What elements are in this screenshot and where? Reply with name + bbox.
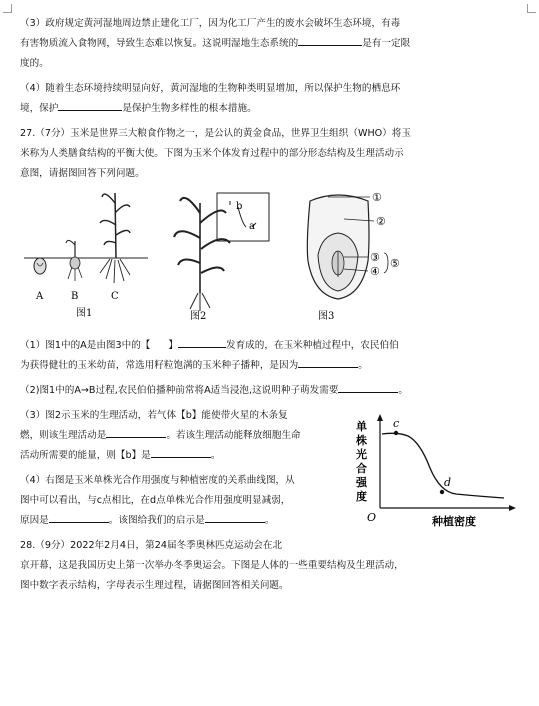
curve [382,433,504,498]
q27-4-line2: 图中可以看出，与c点相比，在d点单株光合作用强度明显减弱， [20,495,291,506]
label-5: ⑤ [390,257,400,270]
label-2: ② [376,215,386,228]
answer-blank[interactable] [106,426,166,438]
q27-intro-line1: 27.（7分）玉米是世界三大粮食作物之一，是公认的黄金食品，世界卫生组织（WHO）将玉 [20,128,411,139]
figure-2-corn-plant [160,183,275,323]
q28-line1: 28.（9分）2022年2月4日，第24届冬季奥林匹克运动会在北 [20,540,283,551]
answer-blank[interactable] [205,511,265,523]
point-c [394,431,398,435]
q28-line2: 京开幕，这是我国历史上第一次举办冬季奥运会。下图是人体的一些重要结构及生理活动， [20,560,404,571]
svg-text:株: 株 [356,434,367,447]
origin-label: O [367,511,377,524]
page-corner-mark-right [527,4,536,13]
q27-2-line1: （2)图1中的A→B过程,农民伯伯播种前常将A适当浸泡,这说明种子萌发需要 。 [20,381,521,401]
q27-3-line1: （3）图2示玉米的生理活动，若气体【b】能使带火星的木条复 [20,410,288,421]
answer-blank[interactable] [151,446,211,458]
q26-3-line3: 度的。 [20,58,49,69]
svg-text:度: 度 [356,490,367,503]
svg-text:单: 单 [356,420,367,433]
svg-text:光: 光 [356,448,367,461]
label-b-gas: b [236,201,243,212]
label-c: C [111,291,119,302]
q26-4-line2: 境，保护 是保护生物多样性的根本措施。 [20,99,521,119]
q27-1-line2: 为获得健壮的玉米幼苗，常选用籽粒饱满的玉米种子播种，是因为 。 [20,356,521,376]
q27-3-line2: 燃，则该生理活动是 。若该生理活动能释放细胞生命 [20,426,339,446]
q26-3-line2: 有害物质流入食物网，导致生态难以恢复。这说明湿地生态系统的 是有一定限 [20,34,521,54]
answer-blank[interactable] [338,381,398,393]
answer-bracket-blank[interactable] [150,337,168,348]
q27-4-line3: 原因是 。该图给我们的启示是 。 [20,511,339,531]
point-d [440,490,444,494]
answer-blank[interactable] [298,356,358,368]
label-a-gas: a [249,221,255,232]
q27-4-line1: （4）右图是玉米单株光合作用强度与种植密度的关系曲线图，从 [20,475,295,486]
page-corner-mark-left [3,4,12,13]
q28-line3: 图中数字表示结构，字母表示生理过程，请据图回答相关问题。 [20,580,289,591]
y-axis-label [355,419,368,503]
answer-blank[interactable] [298,34,362,46]
figure-2-label: 图2 [190,311,207,322]
answer-blank[interactable] [178,336,226,348]
q26-3-line1: （3）政府规定黄河湿地周边禁止建化工厂，因为化工厂产生的废水会破坏生态环境，有毒 [20,18,401,29]
figure-1-label: 图1 [76,308,93,319]
q26-4-line1: （4）随着生态环境持续明显向好，黄河湿地的生物种类明显增加，所以保护生物的栖息环 [20,83,401,94]
q27-3-line3: 活动所需要的能量，则【b】是 。 [20,446,339,466]
label-4: ④ [370,265,380,278]
figure-3-label: 图3 [318,311,335,322]
q27-1-line1: （1）图1中的A是由图3中的【 】 发育成的，在玉米种植过程中，农民伯伯 [20,336,521,356]
label-a: A [36,291,44,302]
gas-exchange-box [217,193,269,241]
answer-blank[interactable] [49,511,109,523]
label-b: B [71,291,79,302]
figure-3-corn-seed-section [288,183,408,323]
svg-text:合: 合 [356,462,367,475]
svg-text:强: 强 [356,476,367,489]
answer-blank[interactable] [58,99,122,111]
density-photosynthesis-graph [352,412,522,532]
svg-text:c: c [393,417,400,430]
label-1: ① [372,191,382,204]
q27-intro-line2: 米称为人类膳食结构的平衡大使。下图为玉米个体发育过程中的部分形态结构及生理活动示 [20,148,404,159]
figure-1-corn-growth [20,183,150,323]
x-axis-label: 种植密度 [432,515,476,528]
label-3: ③ [370,251,380,264]
svg-text:d: d [444,476,452,489]
q27-intro-line3: 意图，请据图回答下列问题。 [20,168,145,179]
